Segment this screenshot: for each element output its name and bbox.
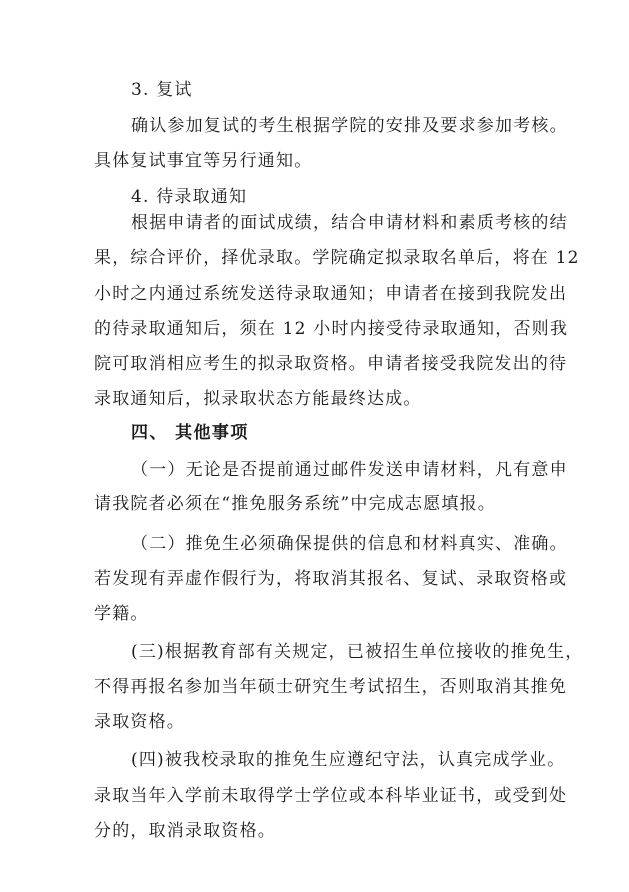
other-matters-heading: 四、 其他事项 — [131, 423, 249, 443]
section-3-title: 3. 复试 — [131, 80, 193, 100]
other-item-1-line-1: （一）无论是否提前通过邮件发送申请材料，凡有意申 — [131, 460, 568, 480]
other-item-2-line-3: 学籍。 — [94, 604, 149, 624]
other-item-3-line-2: 不得再报名参加当年硕士研究生考试招生，否则取消其推免 — [94, 677, 568, 697]
other-item-2-line-2: 若发现有弄虚作假行为，将取消其报名、复试、录取资格或 — [94, 569, 568, 589]
section-3-line-1: 确认参加复试的考生根据学院的安排及要求参加考核。 — [131, 116, 568, 136]
other-item-1-line-2: 请我院者必须在“推免服务系统”中完成志愿填报。 — [94, 494, 496, 514]
section-4-line-4: 的待录取通知后，须在 12 小时内接受待录取通知，否则我 — [94, 319, 569, 339]
other-item-3-line-1: (三)根据教育部有关规定，已被招生单位接收的推免生， — [131, 642, 584, 662]
section-4-line-1: 根据申请者的面试成绩，结合申请材料和素质考核的结 — [131, 213, 568, 233]
section-4-line-5: 院可取消相应考生的拟录取资格。申请者接受我院发出的待 — [94, 354, 568, 374]
section-4-line-3: 小时之内通过系统发送待录取通知；申请者在接到我院发出 — [94, 284, 568, 304]
section-4-line-2: 果，综合评价，择优录取。学院确定拟录取名单后，将在 12 — [94, 248, 580, 268]
other-item-4-line-2: 录取当年入学前未取得学士学位或本科毕业证书，或受到处 — [94, 786, 568, 806]
other-item-4-line-3: 分的，取消录取资格。 — [94, 821, 276, 841]
other-item-4-line-1: (四)被我校录取的推免生应遵纪守法，认真完成学业。 — [131, 750, 566, 770]
other-item-3-line-3: 录取资格。 — [94, 712, 185, 732]
other-item-2-line-1: （二）推免生必须确保提供的信息和材料真实、准确。 — [131, 534, 568, 554]
section-3-line-2: 具体复试事宜等另行通知。 — [94, 151, 313, 171]
section-4-title: 4. 待录取通知 — [131, 187, 248, 207]
section-4-line-6: 录取通知后，拟录取状态方能最终达成。 — [94, 389, 422, 409]
